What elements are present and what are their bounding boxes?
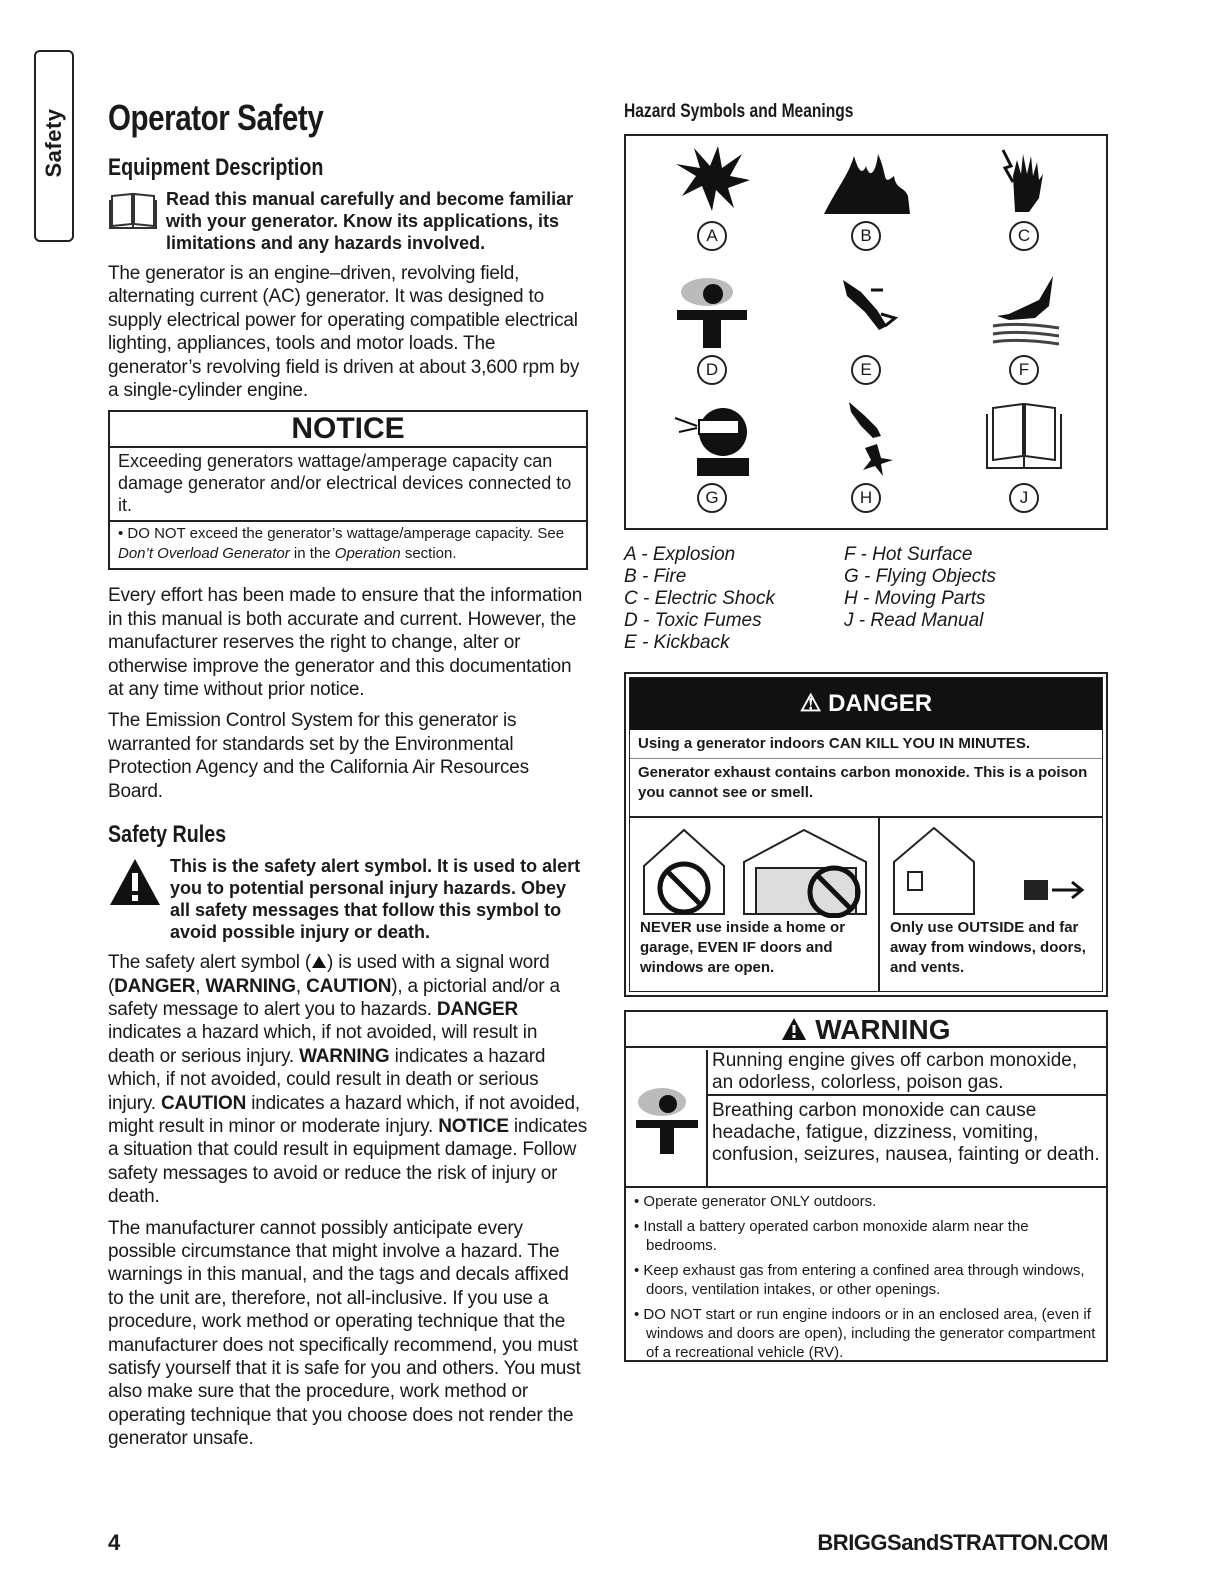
fire-icon	[818, 146, 914, 216]
warning-bullets	[626, 1186, 1106, 1372]
moving-parts-icon	[821, 398, 911, 478]
right-column	[624, 100, 1108, 654]
inline-alert-icon	[311, 955, 327, 969]
legend-item: B - Fire	[624, 566, 687, 587]
hazard-toxic-fumes	[652, 270, 772, 385]
legend-item: E - Kickback	[624, 632, 730, 653]
explosion-icon	[672, 146, 752, 216]
website: BRIGGSandSTRATTON.COM	[817, 1530, 1108, 1555]
read-manual-icon	[979, 398, 1069, 478]
hazard-letter: J	[1009, 483, 1039, 513]
danger-box	[624, 672, 1108, 997]
warning-message-1: Running engine gives off carbon monoxide, an odorless, colorless, poison gas.	[712, 1050, 1078, 1093]
safety-alert-text: This is the safety alert symbol. It is used to alert you to potential personal injury hazards. Obey all safety messages that follow this symbol to avoid possible injury or death.	[170, 856, 581, 943]
outdoor-use-icon	[884, 822, 1104, 918]
warning-message-2: Breathing carbon monoxide can cause headache, fatigue, dizziness, vomiting, confusion, seizures, nausea, fainting or death.	[708, 1094, 1106, 1166]
legend-item: C - Electric Shock	[624, 588, 775, 609]
warning-box	[624, 1010, 1108, 1362]
danger-line-1: Using a generator indoors CAN KILL YOU IN MINUTES.	[630, 730, 1102, 759]
hazard-letter: G	[697, 483, 727, 513]
read-manual-icon	[108, 188, 158, 230]
legend-right	[844, 544, 1064, 654]
safety-alert-icon	[108, 855, 162, 909]
left-column	[108, 96, 588, 1459]
hot-surface-icon	[979, 270, 1069, 350]
page-title: Operator Safety	[108, 97, 324, 138]
hazard-legend	[624, 544, 1108, 654]
legend-item: G - Flying Objects	[844, 566, 997, 587]
hazard-letter: A	[697, 221, 727, 251]
electric-shock-icon	[989, 146, 1059, 216]
danger-caption-indoors: NEVER use inside a home or garage, EVEN IF doors and windows are open.	[640, 919, 846, 976]
notice-box	[108, 410, 588, 570]
legend-item: D - Toxic Fumes	[624, 610, 762, 631]
warning-heading: WARNING	[626, 1012, 1106, 1048]
flying-objects-icon	[667, 398, 757, 478]
danger-panel-outdoors	[878, 818, 1102, 991]
read-manual-intro	[108, 188, 588, 254]
kickback-icon	[821, 270, 911, 350]
hazard-hot-surface	[964, 270, 1084, 385]
danger-panel-indoors	[630, 818, 878, 991]
hazard-moving-parts	[806, 398, 926, 513]
toxic-fumes-icon	[632, 1084, 702, 1164]
toxic-fumes-icon	[667, 270, 757, 350]
warning-messages	[706, 1050, 1106, 1186]
warning-bullet: • Install a battery operated carbon monoxide alarm near the bedrooms.	[634, 1218, 1029, 1254]
manufacturer-paragraph: The manufacturer cannot possibly anticipate every possible circumstance that might involve a hazard. The warnings in this manual, and the tags and decals affixed to the unit are, therefore, not all-inclusive. If you use a procedure, work method or operating technique that the manufacturer does not specifically recommend, you must satisfy yourself that it is safe for you and others. You must also make sure that the procedure, work method or operating technique that you choose does not render the generator unsafe.	[108, 1217, 581, 1450]
legend-item: J - Read Manual	[844, 610, 984, 631]
notice-message: Exceeding generators wattage/amperage capacity can damage generator and/or electrical devices connected to it.	[110, 448, 586, 522]
read-manual-text: Read this manual carefully and become familiar with your generator. Know its applications, its limitations and any hazards involved.	[166, 189, 574, 253]
signal-words-paragraph: The safety alert symbol ( ) is used with a signal word (DANGER, WARNING, CAUTION), a pictorial and/or a safety message to alert you to hazards. DANGER indicates a hazard which, if not avoided, will result in death or serious injury. WARNING indicates a hazard which, if not avoided, could result in death or serious injury. CAUTION indicates a hazard which, if not avoided, might result in minor or moderate injury. NOTICE indicates a situation that could result in equipment damage. Follow safety messages to avoid or reduce the risk of injury or death.	[108, 952, 588, 1208]
hazard-letter: B	[851, 221, 881, 251]
safety-alert-intro	[108, 855, 588, 943]
hazard-kickback	[806, 270, 926, 385]
emission-paragraph: The Emission Control System for this generator is warranted for standards set by the Environmental Protection Agency and the California Air Resources Board.	[108, 710, 529, 802]
hazard-symbols-grid	[624, 134, 1108, 530]
section-tab-label: Safety	[41, 108, 66, 178]
accuracy-paragraph: Every effort has been made to ensure that the information in this manual is both accurate and current. However, the manufacturer reserves the right to change, alter or otherwise improve the generator and this documentation at any time without prior notice.	[108, 585, 583, 701]
warning-bullet: • Keep exhaust gas from entering a confined area through windows, doors, ventilation intakes, or other openings.	[634, 1262, 1085, 1298]
notice-heading: NOTICE	[110, 412, 586, 448]
danger-caption-outdoors: Only use OUTSIDE and far away from windows, doors, and vents.	[890, 919, 1086, 976]
warning-triangle-icon: ⚠	[799, 690, 822, 717]
hazard-flying-objects	[652, 398, 772, 513]
warning-triangle-icon	[781, 1017, 807, 1041]
legend-left	[624, 544, 844, 654]
hazard-fire	[806, 146, 926, 251]
hazard-letter: E	[851, 355, 881, 385]
danger-line-2: Generator exhaust contains carbon monoxide. This is a poison you cannot see or smell.	[638, 764, 1088, 801]
warning-bullet: • Operate generator ONLY outdoors.	[634, 1193, 877, 1210]
equipment-paragraph: The generator is an engine–driven, revolving field, alternating current (AC) generator. It was designed to supply electrical power for operating compatible electrical lighting, appliances, tools and motor loads. The generator’s revolving field is driven at about 3,600 rpm by a single-cylinder engine.	[108, 263, 580, 402]
hazard-electric-shock	[964, 146, 1084, 251]
legend-item: H - Moving Parts	[844, 588, 986, 609]
warning-bullet: • DO NOT start or run engine indoors or in an enclosed area, (even if windows and doors are open), including the generator compartment of a recreational vehicle (RV).	[634, 1306, 1096, 1361]
legend-item: A - Explosion	[624, 544, 736, 565]
hazard-letter: H	[851, 483, 881, 513]
equipment-heading: Equipment Description	[108, 154, 324, 181]
hazard-read-manual	[964, 398, 1084, 513]
hazard-letter: D	[697, 355, 727, 385]
page-number: 4	[108, 1530, 121, 1555]
safety-rules-heading: Safety Rules	[108, 821, 227, 849]
hazard-symbols-heading: Hazard Symbols and Meanings	[624, 101, 854, 122]
danger-heading: ⚠ DANGER	[630, 678, 1102, 730]
hazard-letter: C	[1009, 221, 1039, 251]
hazard-explosion	[652, 146, 772, 251]
notice-bullet: • DO NOT exceed the generator’s wattage/amperage capacity. See Don’t Overload Generator in the Operation section.	[118, 525, 565, 563]
no-indoor-use-icon	[634, 822, 874, 918]
hazard-letter: F	[1009, 355, 1039, 385]
legend-item: F - Hot Surface	[844, 544, 973, 565]
